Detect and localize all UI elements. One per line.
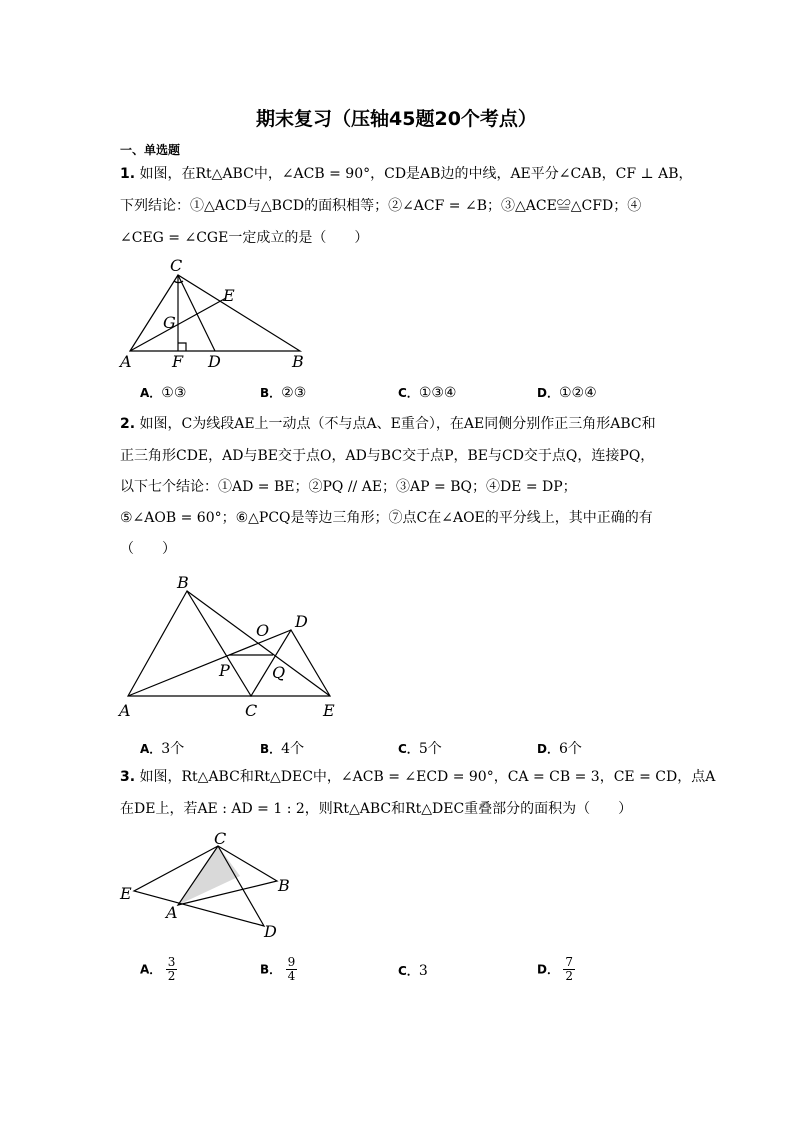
q1-label-b: B	[292, 352, 304, 371]
q1-option-b[interactable]: B．②③	[260, 385, 307, 401]
q3-overlap-region	[178, 846, 240, 905]
q2-label-c: C	[245, 701, 258, 720]
q2-option-c[interactable]: C．5个	[398, 741, 442, 757]
q2-number: 2.	[120, 416, 136, 432]
q3-option-a-fraction: $\frac{3}{2}$	[167, 955, 176, 983]
q1-label-c: C	[170, 256, 183, 275]
q1-label-g: G	[163, 313, 176, 332]
q2-label-b: B	[177, 573, 189, 592]
q3-option-b-fraction: $\frac{9}{4}$	[287, 955, 296, 983]
q3-option-c[interactable]: C．3	[398, 963, 428, 979]
q2-label-d: D	[295, 612, 308, 631]
q1-label-e: E	[223, 286, 235, 305]
q2-option-a[interactable]: A．3个	[140, 741, 185, 757]
q1-text-3: ∠CEG = ∠CGE一定成立的是（ ）	[120, 230, 369, 246]
q3-text-2: 在DE上，若AE : AD = 1 : 2，则Rt△ABC和Rt△DEC重叠部分的面积为（ ）	[120, 801, 633, 817]
q3-label-a: A	[166, 903, 178, 922]
q1-label-a: A	[120, 352, 132, 371]
q3-label-e: E	[120, 884, 132, 903]
q2-text-3: 以下七个结论：①AD = BE；②PQ // AE；③AP = BQ；④DE = DP；	[120, 479, 577, 495]
q3-option-b[interactable]: B． $\frac{9}{4}$	[260, 955, 296, 983]
q2-option-d[interactable]: D．6个	[537, 741, 582, 757]
q3-label-b: B	[278, 876, 290, 895]
q2-text-4: ⑤∠AOB = 60°；⑥△PCQ是等边三角形；⑦点C在∠AOE的平分线上，其中正确的有	[120, 510, 653, 526]
q2-text-2: 正三角形CDE，AD与BE交于点O，AD与BC交于点P，BE与CD交于点Q，连接PQ，	[120, 448, 655, 464]
q2-option-b[interactable]: B．4个	[260, 741, 305, 757]
q1-option-c[interactable]: C．①③④	[398, 385, 457, 401]
q1-label-f: F	[172, 352, 184, 371]
q2-text-5: （ ）	[120, 541, 176, 557]
q3-label-d: D	[264, 922, 277, 941]
q1-text-2: 下列结论：①△ACD与△BCD的面积相等；②∠ACF = ∠B；③△ACE≌△CFD；④	[120, 198, 642, 214]
page-title: 期末复习（压轴45题20个考点）	[256, 108, 537, 130]
q2-label-o: O	[256, 621, 270, 640]
q2-label-q: Q	[272, 663, 286, 682]
section-heading: 一、单选题	[120, 143, 181, 157]
q1-text-1: 如图，在Rt△ABC中，∠ACB = 90°，CD是AB边的中线，AE平分∠CAB，CF ⊥ AB，	[139, 166, 693, 182]
q1-option-a[interactable]: A．①③	[140, 385, 187, 401]
q3-option-d-fraction: $\frac{7}{2}$	[565, 955, 574, 983]
q1-option-d[interactable]: D．①②④	[537, 385, 597, 401]
q3-label-c: C	[214, 829, 227, 848]
q3-option-a[interactable]: A． $\frac{3}{2}$	[140, 955, 176, 983]
q2-label-a: A	[119, 701, 131, 720]
q1-label-d: D	[208, 352, 221, 371]
q3-option-d[interactable]: D． $\frac{7}{2}$	[537, 955, 574, 983]
q2-text-1: 如图，C为线段AE上一动点（不与点A、E重合），在AE同侧分别作正三角形ABC和	[139, 416, 656, 432]
q1-number: 1.	[120, 166, 136, 182]
q3-text-1: 如图，Rt△ABC和Rt△DEC中，∠ACB = ∠ECD = 90°，CA = CB = 3，CE = CD，点A	[139, 769, 716, 785]
q2-label-e: E	[323, 701, 335, 720]
q3-number: 3.	[120, 769, 136, 785]
q2-label-p: P	[219, 661, 230, 680]
